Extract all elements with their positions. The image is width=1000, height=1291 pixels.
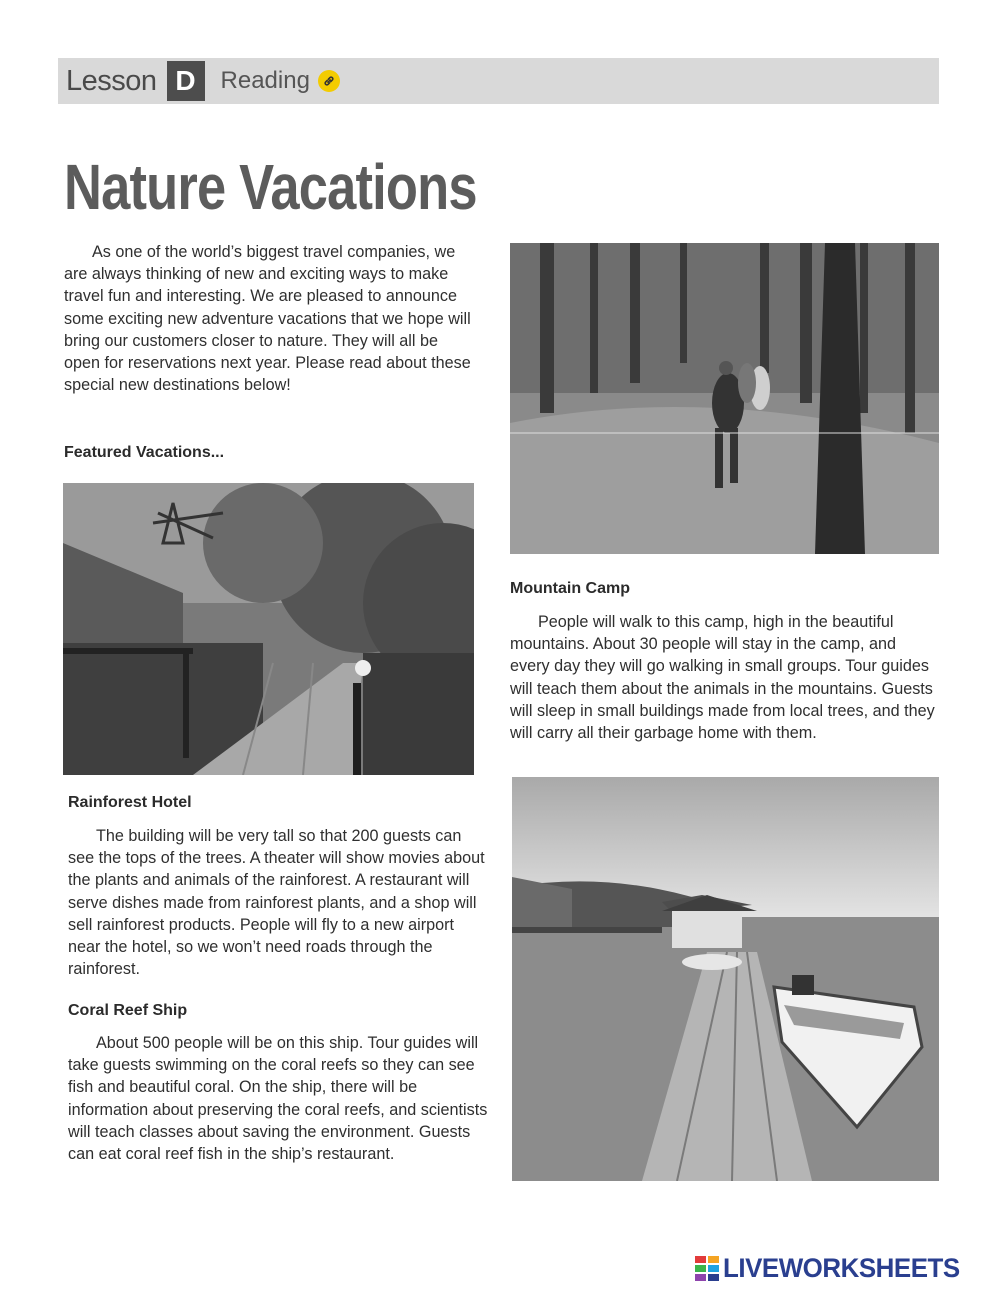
- rainforest-hotel-photo: [63, 483, 474, 775]
- mountain-camp-paragraph: People will walk to this camp, high in the beautiful mountains. About 30 people will stay in the camp, and every day they will go walking in small groups. Tour guides will teach them about the animals in the mountains. Guests will sleep in small buildings made from local trees, and they will carry all their garbage home with them.: [510, 613, 935, 743]
- lesson-header-bar: [58, 58, 939, 104]
- page-title: Nature Vacations: [64, 151, 477, 223]
- mountain-camp-heading: Mountain Camp: [510, 580, 630, 597]
- link-icon[interactable]: [318, 70, 340, 92]
- liveworksheets-logo-icon: [695, 1256, 719, 1282]
- intro-paragraph: As one of the world’s biggest travel companies, we are always thinking of new and exciting ways to make travel fun and interesting. We are pleased to announce some exciting new adventure vacations that we hope will bring our customers closer to nature. They will all be open for reservations next year. Please read about these special new destinations below!: [64, 243, 471, 395]
- liveworksheets-logo-text: LIVEWORKSHEETS: [723, 1253, 960, 1283]
- coral-reef-ship-paragraph: About 500 people will be on this ship. Tour guides will take guests swimming on the coral reefs so they can see fish and beautiful coral. On the ship, there will be information about preserving the coral reefs, and scientists will teach classes about saving the environment. Guests can eat coral reef fish in the ship’s restaurant.: [68, 1034, 488, 1164]
- lesson-letter-badge: D: [167, 61, 205, 101]
- coral-reef-ship-heading: Coral Reef Ship: [68, 1002, 188, 1019]
- lesson-label: Lesson: [66, 64, 157, 97]
- rainforest-hotel-paragraph: The building will be very tall so that 200 guests can see the tops of the trees. A theater will show movies about the plants and animals of the rainforest. A restaurant will serve dishes made from rainforest plants, and a shop will sell rainforest products. People will fly to a new airport near the hotel, so we won’t need roads through the rainforest.: [68, 827, 485, 979]
- coral-reef-ship-photo: [512, 777, 939, 1181]
- rainforest-hotel-heading: Rainforest Hotel: [68, 794, 192, 811]
- liveworksheets-logo[interactable]: [695, 1253, 970, 1284]
- mountain-camp-photo: [510, 243, 939, 554]
- featured-heading: Featured Vacations...: [64, 444, 225, 461]
- section-label: Reading: [220, 67, 310, 94]
